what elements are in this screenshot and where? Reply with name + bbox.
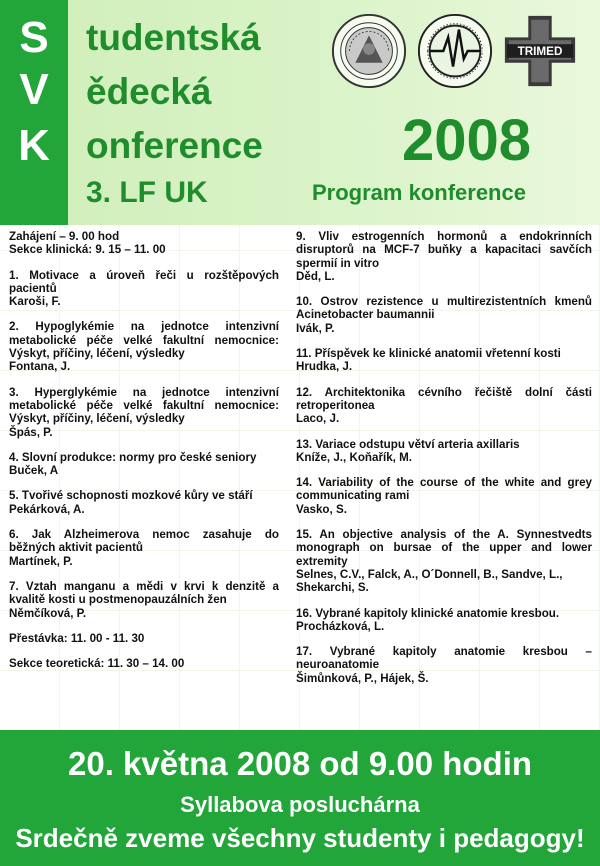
item-title: 1. Motivace a úroveň řeči u rozštěpových pacientů bbox=[9, 268, 279, 295]
conference-year: 2008 bbox=[402, 108, 532, 173]
opening-time: Zahájení – 9. 00 hod bbox=[9, 230, 120, 243]
title-line-2: ědecká bbox=[86, 71, 212, 112]
trimed-logo-text: TRIMED bbox=[517, 44, 563, 58]
faculty-seal-logo bbox=[416, 12, 494, 90]
item-authors: Laco, J. bbox=[296, 412, 340, 426]
item-authors: Procházková, L. bbox=[296, 619, 385, 633]
program-item-11 bbox=[296, 347, 592, 374]
item-title: 12. Architektonika cévního řečiště dolní části retroperitonea bbox=[296, 385, 592, 412]
item-authors: Děd, L. bbox=[296, 269, 335, 283]
item-authors: Fontana, J. bbox=[9, 360, 71, 374]
title-line-1: tudentská bbox=[86, 17, 261, 58]
svk-letter-k: K bbox=[18, 121, 50, 170]
program-item-7 bbox=[9, 580, 279, 620]
program-item-2 bbox=[9, 320, 279, 373]
poster-footer bbox=[0, 730, 600, 866]
item-title: 13. Variace odstupu větví arteria axillaris bbox=[296, 437, 520, 451]
invitation-text: Srdečně zveme všechny studenty i pedagogy! bbox=[15, 823, 585, 853]
program-content bbox=[0, 225, 600, 730]
item-title: 17. Vybrané kapitoly anatomie kresbou – neuroanatomie bbox=[296, 645, 592, 672]
item-authors: Němčíková, P. bbox=[9, 606, 87, 620]
program-item-13 bbox=[296, 438, 592, 465]
event-date: 20. května 2008 od 9.00 hodin bbox=[67, 745, 533, 782]
item-authors: Pekárková, A. bbox=[9, 502, 85, 516]
program-item-6 bbox=[9, 528, 279, 568]
item-authors: Buček, A bbox=[9, 464, 59, 478]
item-title: 9. Vliv estrogenních hormonů a endokrinních disruptorů na MCF-7 buňky a kapacitaci savčích spermií in vitro bbox=[296, 230, 592, 270]
item-title: 7. Vztah manganu a mědi v krvi k denzitě a kvalitě kosti u postmenopauzálních žen bbox=[9, 579, 279, 607]
item-title: 15. An objective analysis of the A. Synnestvedts monograph on bursae of the upper and lower extremity bbox=[296, 528, 592, 568]
item-authors: Selnes, C.V., Falck, A., O´Donnell, B., Sandve, L., Shekarchi, S. bbox=[296, 567, 563, 595]
item-authors: Hrudka, J. bbox=[296, 360, 353, 374]
svk-column bbox=[0, 0, 68, 225]
program-item-17 bbox=[296, 645, 592, 685]
item-title: 10. Ostrov rezistence u multirezistentních kmenů Acinetobacter baumannii bbox=[296, 295, 592, 322]
svk-letter-v: V bbox=[19, 65, 49, 114]
program-item-5 bbox=[9, 489, 279, 516]
item-authors: Šimůnková, P., Hájek, Š. bbox=[296, 671, 429, 685]
clinical-section-heading: Sekce klinická: 9. 15 – 11. 00 bbox=[9, 243, 166, 257]
program-item-15 bbox=[296, 528, 592, 594]
program-right-column bbox=[296, 230, 592, 697]
item-title: 16. Vybrané kapitoly klinické anatomie kresbou. bbox=[296, 606, 560, 620]
item-title: 11. Příspěvek ke klinické anatomii vřetenní kosti bbox=[296, 347, 561, 361]
break-time: Přestávka: 11. 00 - 11. 30 bbox=[9, 631, 145, 645]
program-item-16 bbox=[296, 607, 592, 634]
poster-header bbox=[0, 0, 600, 225]
item-authors: Karoši, F. bbox=[9, 295, 61, 309]
university-seal-logo bbox=[330, 12, 408, 90]
faculty-subtitle: 3. LF UK bbox=[86, 176, 208, 209]
item-title: 5. Tvořivé schopnosti mozkové kůry ve stáří bbox=[9, 489, 253, 503]
item-authors: Špás, P. bbox=[9, 425, 53, 439]
program-item-3 bbox=[9, 386, 279, 439]
program-item-14 bbox=[296, 476, 592, 516]
item-authors: Kníže, J., Koňařík, M. bbox=[296, 450, 412, 464]
item-title: 4. Slovní produkce: normy pro české seniory bbox=[9, 450, 257, 464]
item-title: 14. Variability of the course of the white and grey communicating rami bbox=[296, 476, 592, 503]
title-line-3: onference bbox=[86, 125, 263, 166]
item-authors: Martínek, P. bbox=[9, 554, 73, 568]
item-authors: Vasko, S. bbox=[296, 502, 347, 516]
item-title: 3. Hyperglykémie na jednotce intenzivní metabolické péče velké fakultní nemocnice: Výskyt, příčiny, léčení, výsledky bbox=[9, 385, 279, 426]
program-left-column bbox=[9, 230, 279, 670]
program-item-4 bbox=[9, 451, 279, 478]
program-item-12 bbox=[296, 386, 592, 426]
program-item-1 bbox=[9, 269, 279, 309]
trimed-logo bbox=[500, 12, 580, 90]
item-title: 6. Jak Alzheimerova nemoc zasahuje do běžných aktivit pacientů bbox=[9, 528, 279, 555]
theoretical-section-heading: Sekce teoretická: 11. 30 – 14. 00 bbox=[9, 657, 185, 671]
event-room: Syllabova posluchárna bbox=[180, 792, 420, 817]
item-title: 2. Hypoglykémie na jednotce intenzivní metabolické péče velké fakultní nemocnice: Výskyt, příčiny, léčení, výsledky bbox=[9, 320, 279, 361]
program-heading: Program konference bbox=[312, 180, 526, 205]
program-item-9 bbox=[296, 230, 592, 283]
item-authors: Ivák, P. bbox=[296, 321, 335, 335]
program-item-10 bbox=[296, 295, 592, 335]
svk-letter-s: S bbox=[19, 13, 49, 62]
